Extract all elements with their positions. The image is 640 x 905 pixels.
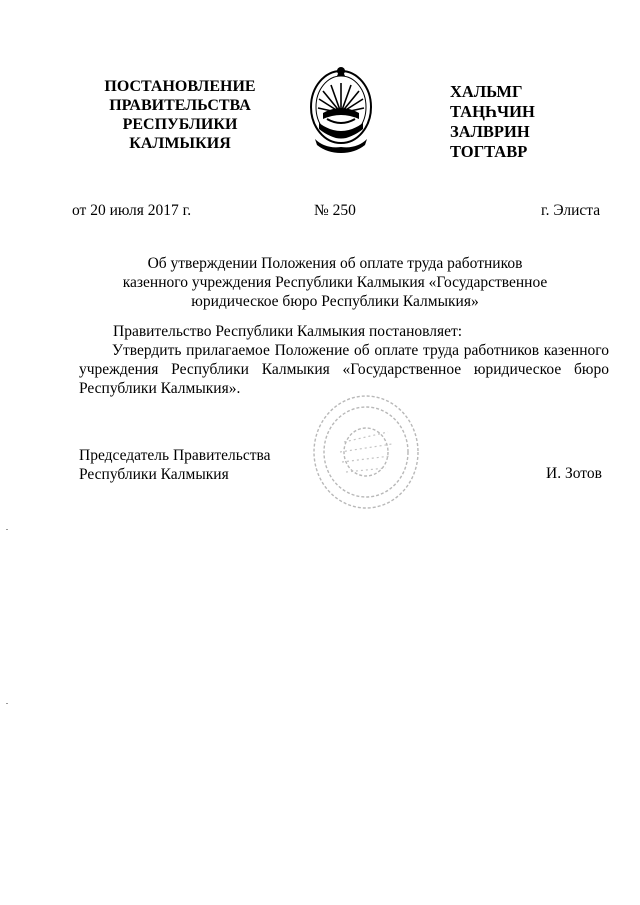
header-right-line-1: ХАЛЬМГ bbox=[450, 82, 523, 101]
republic-kalmykia-emblem-icon bbox=[305, 63, 377, 155]
signatory-position-line-2: Республики Калмыкия bbox=[79, 466, 229, 483]
body-paragraph-resolves: Правительство Республики Калмыкия постановляет: bbox=[113, 323, 463, 340]
signatory-position-line-1: Председатель Правительства bbox=[79, 447, 271, 464]
decree-title-line-1: Об утверждении Положения об оплате труда работников bbox=[147, 255, 523, 272]
header-left-line-3: РЕСПУБЛИКИ bbox=[122, 116, 238, 133]
signatory-position bbox=[79, 446, 271, 484]
header-left-title bbox=[80, 77, 280, 153]
header-left-line-2: ПРАВИТЕЛЬСТВА bbox=[109, 97, 251, 114]
header-right-title bbox=[450, 82, 540, 162]
margin-mark bbox=[6, 703, 8, 704]
decree-date: от 20 июля 2017 г. bbox=[72, 202, 192, 219]
signatory-name: И. Зотов bbox=[546, 465, 602, 482]
body-paragraph-approve: Утвердить прилагаемое Положение об оплате труда работников казенного учреждения Республики Калмыкия «Государственное юридическое бюро Республики Калмыкия». bbox=[79, 342, 609, 397]
header-left-line-1: ПОСТАНОВЛЕНИЕ bbox=[104, 78, 256, 95]
header-right-line-2: ТАҢҺЧИН bbox=[450, 102, 535, 121]
decree-title bbox=[70, 254, 600, 311]
header-right-line-4: ТОГТАВР bbox=[450, 142, 528, 161]
decree-title-line-2: казенного учреждения Республики Калмыкия «Государственное bbox=[122, 274, 548, 291]
decree-number: № 250 bbox=[314, 202, 356, 219]
decree-city: г. Элиста bbox=[541, 202, 601, 219]
decree-title-line-3: юридическое бюро Республики Калмыкия» bbox=[191, 293, 479, 310]
header-right-line-3: ЗАЛВРИН bbox=[450, 122, 530, 141]
margin-mark bbox=[6, 529, 8, 530]
official-seal-stamp-icon bbox=[310, 392, 422, 512]
header-left-line-4: КАЛМЫКИЯ bbox=[129, 135, 231, 152]
